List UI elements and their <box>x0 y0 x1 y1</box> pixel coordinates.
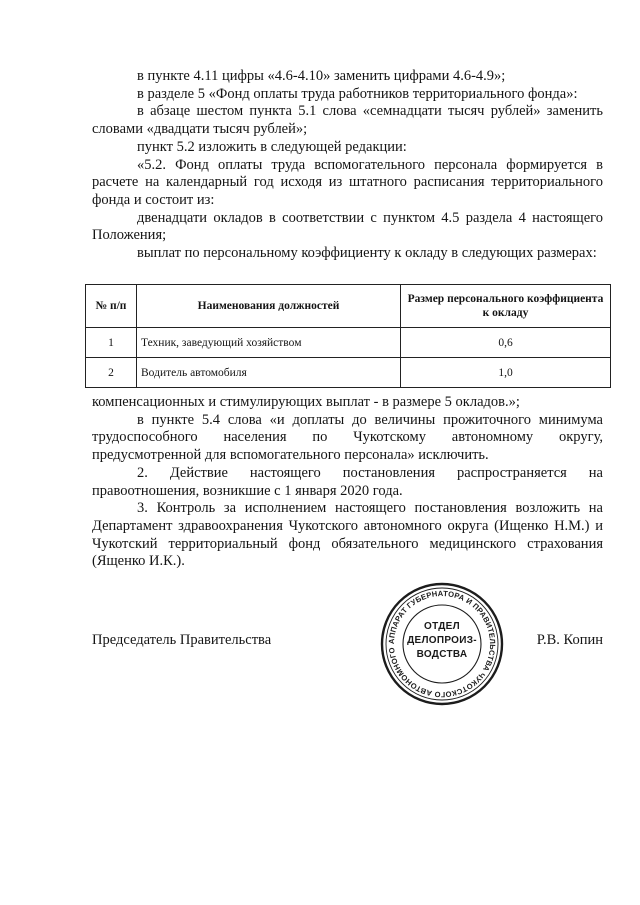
paragraph: в разделе 5 «Фонд оплаты труда работников территориального фонда»: <box>137 85 578 102</box>
paragraph: в пункте 4.11 цифры «4.6-4.10» заменить цифрами 4.6-4.9»; <box>137 68 506 84</box>
stamp-line: ВОДСТВА <box>416 649 468 660</box>
table-header-row <box>86 285 611 328</box>
cell-position: Техник, заведующий хозяйством <box>137 328 401 358</box>
paragraph: выплат по персональному коэффициенту к окладу в следующих размерах: <box>137 245 597 262</box>
header-number: № п/п <box>86 285 137 328</box>
paragraph: в пункте 5.4 слова «и доплаты до величины прожиточного минимума трудоспособного населения по Чукотскому автономному округу, предусмотренной для вспомогательного персонала» исключить. <box>92 411 603 464</box>
official-stamp <box>380 582 504 706</box>
cell-position: Водитель автомобиля <box>137 358 401 388</box>
paragraph: 2. Действие настоящего постановления распространяется на правоотношения, возникшие с 1 января 2020 года. <box>92 464 603 499</box>
table-row <box>86 358 611 388</box>
cell-number: 1 <box>86 328 137 358</box>
signature-title: Председатель Правительства <box>92 632 272 648</box>
signature-name: Р.В. Копин <box>536 632 603 648</box>
table-row <box>86 328 611 358</box>
paragraph: компенсационных и стимулирующих выплат - в размере 5 окладов.»; <box>92 394 520 410</box>
cell-coefficient: 1,0 <box>401 358 611 388</box>
stamp-line: ОТДЕЛ <box>424 621 460 632</box>
paragraph: 3. Контроль за исполнением настоящего постановления возложить на Департамент здравоохранения Чукотского автономного округа (Ищенко Н.М.) и Чукотский территориальный фонд обязательного медицинского страхования (Ященко И.К.). <box>92 500 603 570</box>
coefficient-table <box>85 284 611 388</box>
header-coefficient: Размер персонального коэффициента к окладу <box>401 285 611 328</box>
body-text-top <box>92 68 603 263</box>
cell-number: 2 <box>86 358 137 388</box>
header-position: Наименования должностей <box>137 285 401 328</box>
stamp-center <box>380 620 504 662</box>
paragraph: в абзаце шестом пункта 5.1 слова «семнадцати тысяч рублей» заменить словами «двадцати тысяч рублей»; <box>92 103 603 138</box>
stamp-ring-text: АППАРАТ ГУБЕРНАТОРА И ПРАВИТЕЛЬСТВА ЧУКОТСКОГО АВТОНОМНОГО <box>386 588 498 700</box>
stamp-line: ДЕЛОПРОИЗ- <box>407 635 477 646</box>
paragraph: пункт 5.2 изложить в следующей редакции: <box>137 138 407 155</box>
paragraph: двенадцати окладов в соответствии с пунктом 4.5 раздела 4 настоящего Положения; <box>92 209 603 244</box>
body-text-bottom <box>92 394 603 571</box>
paragraph: «5.2. Фонд оплаты труда вспомогательного персонала формируется в расчете на календарный год исходя из штатного расписания территориального фонда и состоит из: <box>92 156 603 208</box>
cell-coefficient: 0,6 <box>401 328 611 358</box>
